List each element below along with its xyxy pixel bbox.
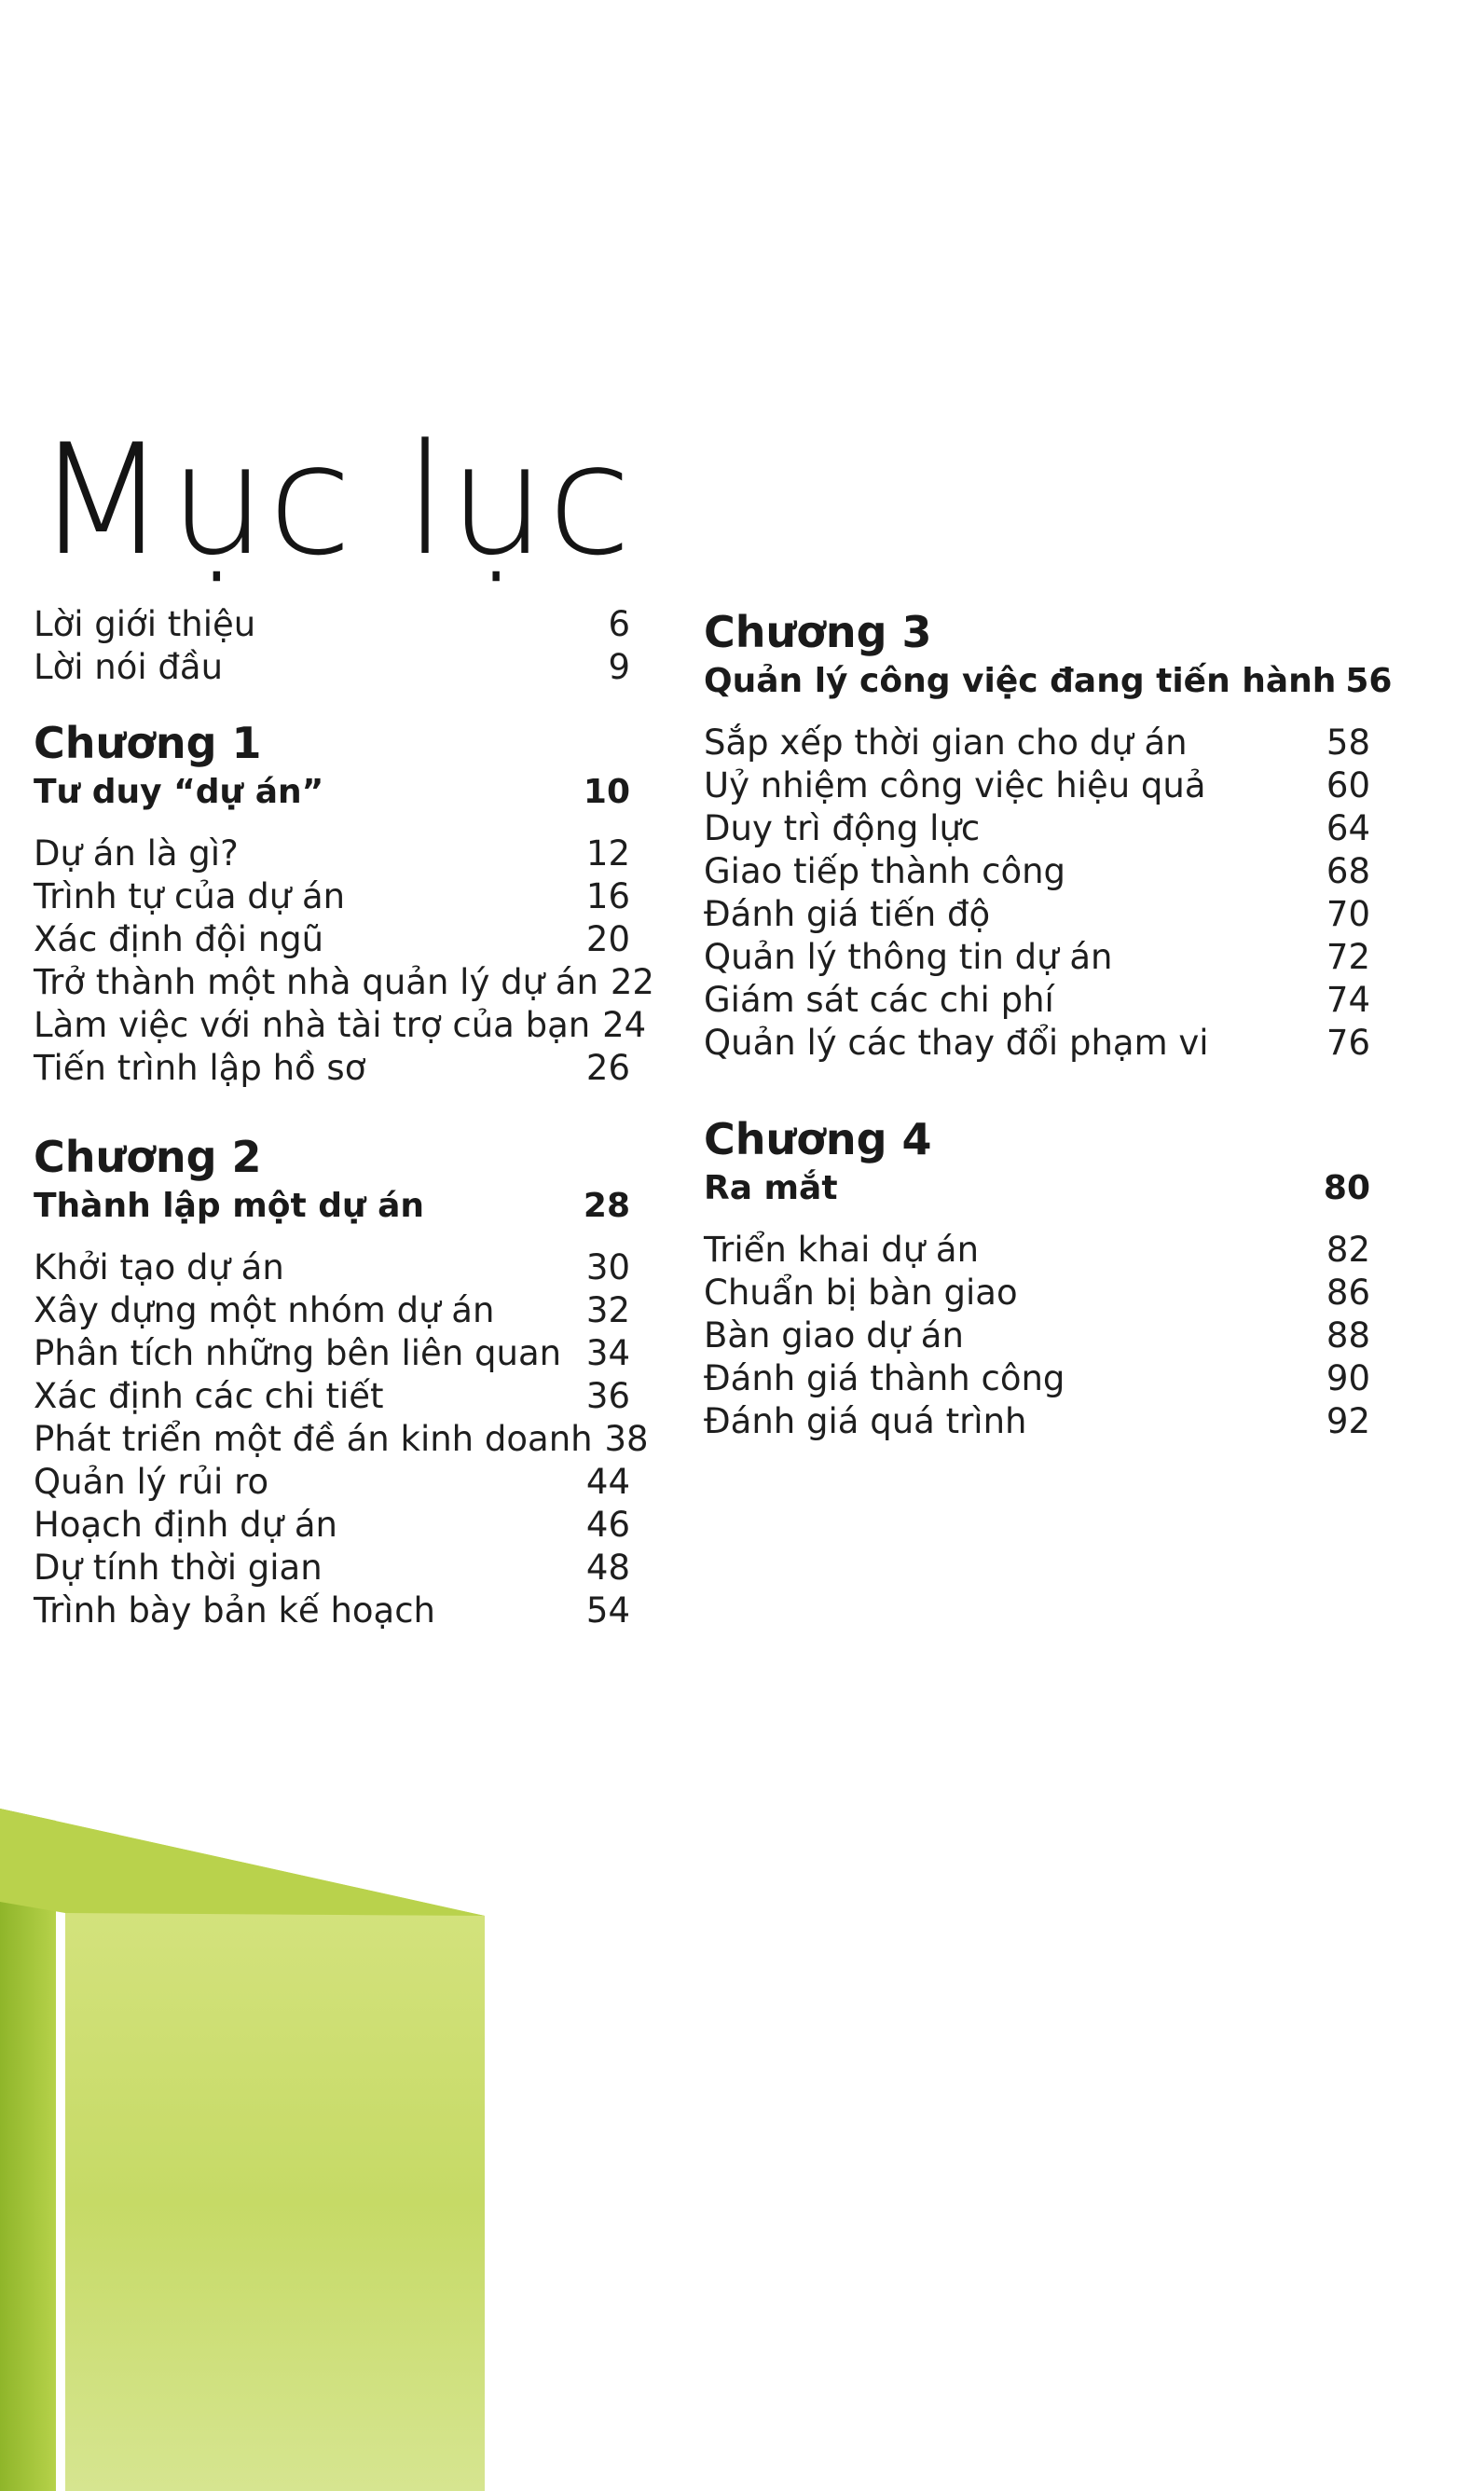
toc-entry[interactable] <box>704 807 1370 850</box>
entry-page: 44 <box>585 1462 630 1502</box>
chapter-page: 80 <box>1323 1169 1370 1207</box>
entry-label: Phát triển một đề án kinh doanh <box>34 1419 593 1459</box>
toc-entry[interactable] <box>34 1418 649 1461</box>
entry-page: 36 <box>585 1376 630 1416</box>
toc-entry[interactable] <box>704 1314 1370 1357</box>
entry-label: Uỷ nhiệm công việc hiệu quả <box>704 765 1206 805</box>
entry-label: Xác định các chi tiết <box>34 1376 384 1416</box>
entry-label: Trình tự của dự án <box>34 876 346 916</box>
entry-page: 74 <box>1326 980 1370 1020</box>
entry-page: 92 <box>1326 1401 1370 1441</box>
entry-label: Làm việc với nhà tài trợ của bạn <box>34 1005 591 1045</box>
entry-label: Lời nói đầu <box>34 647 224 687</box>
entry-page: 46 <box>585 1505 630 1545</box>
entry-label: Quản lý rủi ro <box>34 1462 269 1502</box>
toc-entry[interactable] <box>704 1400 1370 1443</box>
toc-entry[interactable] <box>34 1547 630 1590</box>
chapter-label: Chương 1 <box>34 718 262 768</box>
chapter-entries <box>34 1246 649 1632</box>
chapter-title: Ra mắt <box>704 1169 838 1207</box>
entry-page: 26 <box>585 1048 630 1088</box>
toc-entry[interactable] <box>34 1590 630 1632</box>
chapter-title-row[interactable] <box>34 769 630 816</box>
toc-entry[interactable] <box>34 961 654 1004</box>
toc-entry[interactable] <box>34 1047 630 1090</box>
entry-page: 70 <box>1326 894 1370 934</box>
toc-entry[interactable] <box>34 1332 630 1375</box>
chapter-page: 28 <box>583 1187 630 1225</box>
entry-page: 20 <box>585 919 630 959</box>
chapter-label: Chương 3 <box>704 607 932 657</box>
entry-label: Đánh giá tiến độ <box>704 894 991 934</box>
entry-page: 38 <box>604 1419 649 1459</box>
entry-page: 34 <box>585 1333 630 1373</box>
chapter-entries <box>704 722 1370 1065</box>
entry-page: 72 <box>1326 937 1370 977</box>
entry-label: Lời giới thiệu <box>34 604 256 644</box>
entry-label: Dự án là gì? <box>34 833 239 874</box>
chapter-title-row[interactable] <box>704 1165 1370 1212</box>
chapter-title: Tư duy “dự án” <box>34 773 324 811</box>
chapter-page: 56 <box>1345 662 1393 700</box>
entry-label: Hoạch định dự án <box>34 1505 337 1545</box>
entry-label: Dự tính thời gian <box>34 1548 323 1588</box>
entry-label: Duy trì động lực <box>704 808 981 848</box>
entry-page: 76 <box>1326 1023 1370 1063</box>
entry-label: Giao tiếp thành công <box>704 851 1066 891</box>
toc-entry[interactable] <box>704 764 1370 807</box>
entry-label: Sắp xếp thời gian cho dự án <box>704 723 1188 763</box>
entry-label: Quản lý các thay đổi phạm vi <box>704 1023 1209 1063</box>
chapter-label: Chương 4 <box>704 1114 932 1164</box>
toc-entry[interactable] <box>34 1375 630 1418</box>
chapter-label: Chương 2 <box>34 1132 262 1182</box>
chapter-title-row[interactable] <box>704 658 1393 705</box>
chapter-entries <box>34 833 654 1090</box>
entry-page: 24 <box>602 1005 647 1045</box>
toc-entry[interactable] <box>34 1504 630 1547</box>
entry-label: Giám sát các chi phí <box>704 980 1054 1020</box>
entry-page: 32 <box>585 1290 630 1330</box>
chapter-page: 10 <box>583 773 630 811</box>
page-title: Mục lục <box>35 411 634 589</box>
entry-page: 90 <box>1326 1358 1370 1398</box>
entry-label: Xác định đội ngũ <box>34 919 324 959</box>
toc-entry[interactable] <box>34 1289 630 1332</box>
entry-label: Xây dựng một nhóm dự án <box>34 1290 495 1330</box>
entry-label: Bàn giao dự án <box>704 1315 964 1356</box>
toc-entry[interactable] <box>704 936 1370 979</box>
entry-page: 68 <box>1326 851 1370 891</box>
entry-page: 9 <box>608 647 630 687</box>
entry-page: 82 <box>1326 1230 1370 1270</box>
entry-label: Triển khai dự án <box>704 1230 980 1270</box>
entry-page: 30 <box>585 1247 630 1287</box>
chapter-title-row[interactable] <box>34 1183 630 1230</box>
entry-label: Đánh giá quá trình <box>704 1401 1027 1441</box>
entry-page: 58 <box>1326 723 1370 763</box>
chapter-2 <box>34 1131 649 1632</box>
entry-page: 22 <box>610 962 654 1002</box>
entry-page: 64 <box>1326 808 1370 848</box>
chapter-title: Quản lý công việc đang tiến hành <box>704 662 1337 700</box>
toc-entry[interactable] <box>34 1004 647 1047</box>
entry-page: 54 <box>585 1590 630 1631</box>
toc-entry[interactable] <box>704 893 1370 936</box>
toc-entry[interactable] <box>704 979 1370 1022</box>
toc-entry[interactable] <box>704 850 1370 893</box>
chapter-4 <box>704 1113 1370 1443</box>
entry-page: 6 <box>608 604 630 644</box>
entry-label: Khởi tạo dự án <box>34 1247 284 1287</box>
chapter-title: Thành lập một dự án <box>34 1187 425 1225</box>
entry-page: 86 <box>1326 1273 1370 1313</box>
toc-entry[interactable] <box>34 646 630 689</box>
entry-page: 16 <box>585 876 630 916</box>
toc-entry[interactable] <box>704 1229 1370 1272</box>
toc-entry[interactable] <box>704 1022 1370 1065</box>
entry-page: 12 <box>585 833 630 874</box>
toc-left-column <box>34 603 654 1673</box>
toc-right-column <box>704 606 1393 1484</box>
entry-label: Phân tích những bên liên quan <box>34 1333 562 1373</box>
entry-label: Chuẩn bị bàn giao <box>704 1273 1018 1313</box>
toc-entry[interactable] <box>34 918 630 961</box>
toc-entry[interactable] <box>704 1357 1370 1400</box>
entry-label: Đánh giá thành công <box>704 1358 1065 1398</box>
toc-entry[interactable] <box>704 722 1370 764</box>
entry-page: 48 <box>585 1548 630 1588</box>
entry-page: 88 <box>1326 1315 1370 1356</box>
chapter-entries <box>704 1229 1370 1443</box>
entry-page: 60 <box>1326 765 1370 805</box>
toc-entry[interactable] <box>34 1461 630 1504</box>
toc-entry[interactable] <box>34 875 630 918</box>
chapter-3 <box>704 606 1393 1065</box>
entry-label: Trình bày bản kế hoạch <box>34 1590 436 1631</box>
toc-entry[interactable] <box>34 603 630 646</box>
chapter-1 <box>34 717 654 1090</box>
toc-entry[interactable] <box>704 1272 1370 1314</box>
toc-entry[interactable] <box>34 1246 630 1289</box>
intro-section <box>34 603 630 689</box>
toc-entry[interactable] <box>34 833 630 875</box>
entry-label: Tiến trình lập hồ sơ <box>34 1048 366 1088</box>
entry-label: Trở thành một nhà quản lý dự án <box>34 962 598 1002</box>
entry-label: Quản lý thông tin dự án <box>704 937 1113 977</box>
